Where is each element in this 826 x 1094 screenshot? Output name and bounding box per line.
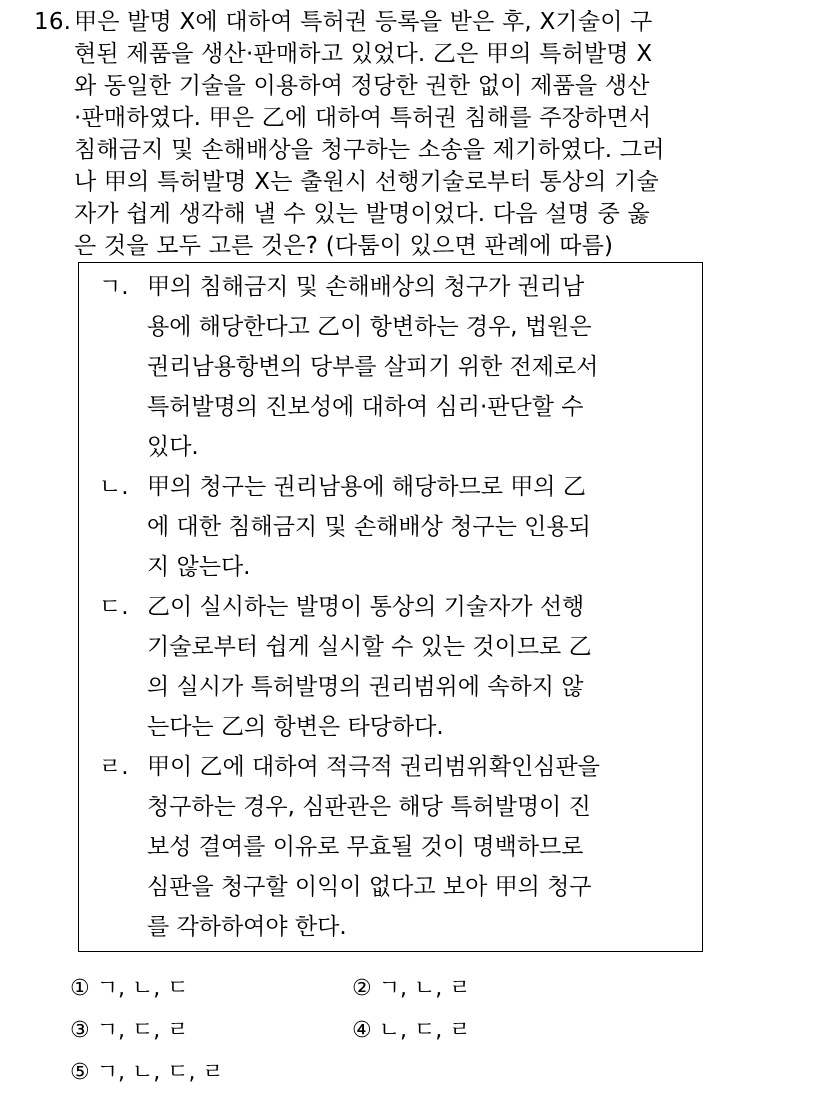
statement-text: 보성 결여를 이유로 무효될 것이 명백하므로 bbox=[147, 834, 584, 860]
statement-text: 청구하는 경우, 심판관은 해당 특허발명이 진 bbox=[147, 794, 591, 820]
question-line: ·판매하였다. 甲은 乙에 대하여 특허권 침해를 주장하면서 bbox=[74, 105, 652, 131]
statement-text: 甲이 乙에 대하여 적극적 권리범위확인심판을 bbox=[147, 754, 600, 780]
statement-text: 권리남용항변의 당부를 살피기 위한 전제로서 bbox=[147, 354, 599, 380]
question-line: 나 甲의 특허발명 X는 출원시 선행기술로부터 통상의 기술 bbox=[74, 169, 659, 195]
statement-text: 심판을 청구할 이익이 없다고 보아 甲의 청구 bbox=[147, 874, 592, 900]
statement-text: 는다는 乙의 항변은 타당하다. bbox=[147, 714, 444, 740]
question-line: 현된 제품을 생산·판매하고 있었다. 乙은 甲의 특허발명 X bbox=[74, 41, 653, 67]
statement-text: 용에 해당한다고 乙이 항변하는 경우, 법원은 bbox=[147, 314, 592, 340]
statement-marker: ㄴ. bbox=[99, 474, 129, 500]
statement-text: 의 실시가 특허발명의 권리범위에 속하지 않 bbox=[147, 674, 584, 700]
statement-text: 있다. bbox=[147, 434, 199, 460]
statement-text: 특허발명의 진보성에 대하여 심리·판단할 수 bbox=[147, 394, 584, 420]
statement-item-b bbox=[99, 467, 689, 587]
question-line bbox=[34, 6, 774, 38]
statement-text: 甲의 침해금지 및 손해배상의 청구가 권리남 bbox=[147, 274, 585, 300]
answer-option-5[interactable]: ⑤ ㄱ, ㄴ, ㄷ, ㄹ bbox=[70, 1060, 224, 1085]
statement-text: 를 각하하여야 한다. bbox=[147, 914, 347, 940]
statement-marker: ㄱ. bbox=[99, 274, 129, 300]
question-line: 침해금지 및 손해배상을 청구하는 소송을 제기하였다. 그러 bbox=[74, 137, 665, 163]
statement-item-a bbox=[99, 267, 689, 467]
options-row bbox=[70, 1010, 670, 1052]
statement-item-d bbox=[99, 747, 689, 947]
statement-item-c bbox=[99, 587, 689, 747]
statements-box bbox=[78, 262, 703, 952]
question-text: 甲은 발명 X에 대하여 특허권 등록을 받은 후, X기술이 구 bbox=[74, 9, 653, 35]
statement-marker: ㄷ. bbox=[99, 594, 129, 620]
question-number: 16. bbox=[34, 9, 72, 35]
question-line: 자가 쉽게 생각해 낼 수 있는 발명이었다. 다음 설명 중 옳 bbox=[74, 201, 650, 227]
statement-text: 기술로부터 쉽게 실시할 수 있는 것이므로 乙 bbox=[147, 634, 592, 660]
question-line: 은 것을 모두 고른 것은? (다툼이 있으면 판례에 따름) bbox=[74, 233, 614, 259]
statement-text: 에 대한 침해금지 및 손해배상 청구는 인용되 bbox=[147, 514, 591, 540]
answer-option-3[interactable]: ③ ㄱ, ㄷ, ㄹ bbox=[70, 1018, 189, 1043]
question-line: 와 동일한 기술을 이용하여 정당한 권한 없이 제품을 생산 bbox=[74, 73, 650, 99]
answer-options bbox=[70, 968, 670, 1094]
statement-marker: ㄹ. bbox=[99, 754, 129, 780]
options-row bbox=[70, 968, 670, 1010]
options-row bbox=[70, 1052, 670, 1094]
statement-text: 乙이 실시하는 발명이 통상의 기술자가 선행 bbox=[147, 594, 585, 620]
answer-option-1[interactable]: ① ㄱ, ㄴ, ㄷ bbox=[70, 976, 189, 1001]
statement-text: 지 않는다. bbox=[147, 554, 251, 580]
answer-option-4[interactable]: ④ ㄴ, ㄷ, ㄹ bbox=[352, 1018, 471, 1043]
answer-option-2[interactable]: ② ㄱ, ㄴ, ㄹ bbox=[352, 976, 471, 1001]
statement-text: 甲의 청구는 권리남용에 해당하므로 甲의 乙 bbox=[147, 474, 586, 500]
question-stem bbox=[34, 6, 774, 262]
